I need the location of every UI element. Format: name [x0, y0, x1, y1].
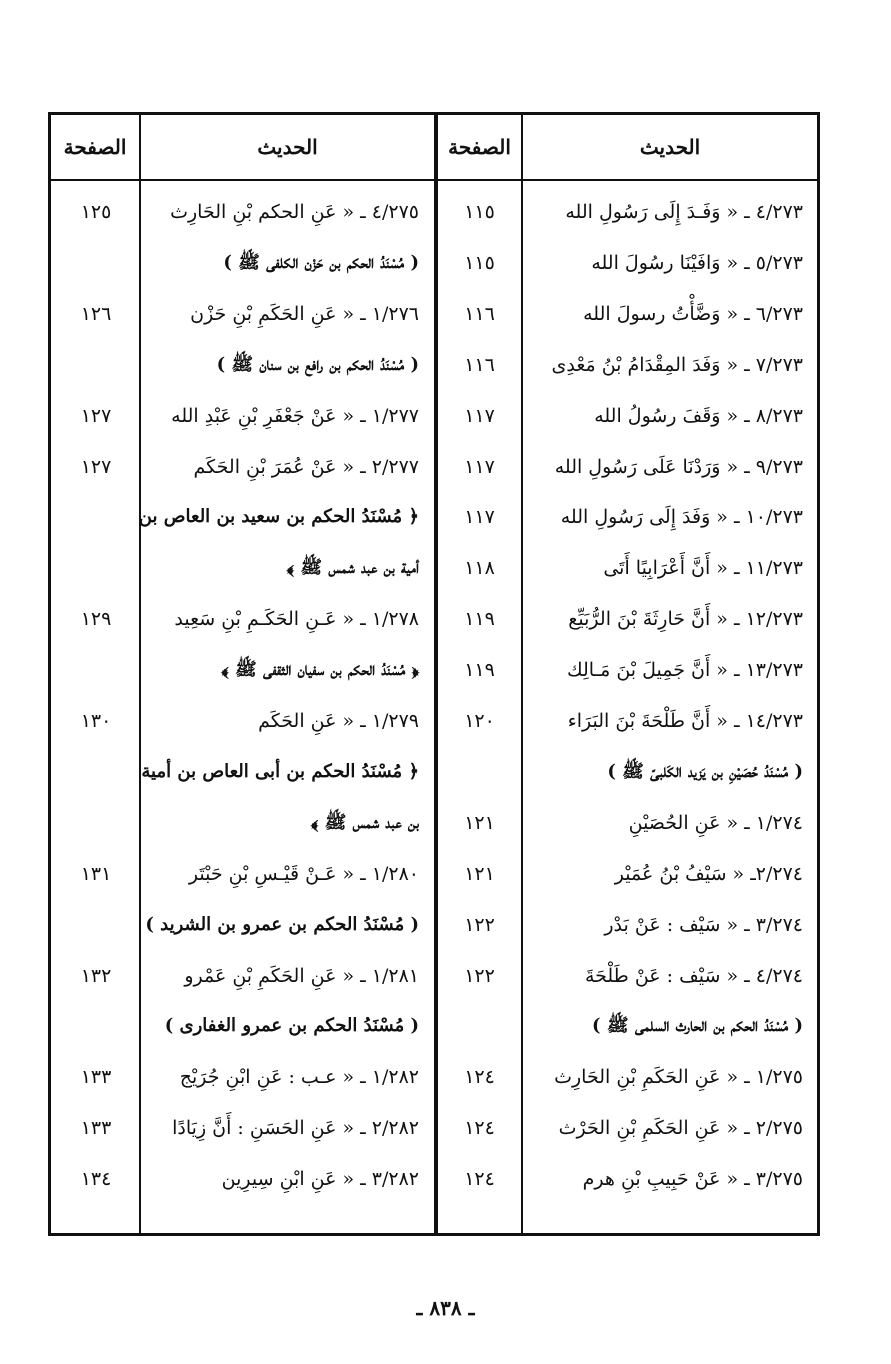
- page-ref: ١١٧: [464, 455, 495, 478]
- page-ref: ١٣٣: [80, 1066, 112, 1089]
- page-ref: ١٢٥: [80, 201, 112, 223]
- index-table: [48, 112, 820, 1236]
- hadith-entry: ١/٢٧٦ ـ « عَنِ الحَكَمِ بْنِ حَزْن: [190, 302, 419, 325]
- hadith-entry: ٤/٢٧٤ ـ « سَيْف : عَنْ طَلْحَةَ: [584, 964, 803, 987]
- page-ref: ١٢٢: [464, 913, 495, 936]
- section-heading: بن عبد شمس ﷺ ﴾: [310, 811, 419, 833]
- hadith-entry: ٤/٢٧٣ ـ « وَفَـدَ إِلَى رَسُولِ الله: [565, 201, 803, 223]
- hadith-entry: ١١/٢٧٣ ـ « أَنَّ أَعْرَابِيًا أَتَى: [603, 557, 803, 580]
- header-page-right: الصفحة: [448, 135, 511, 159]
- section-heading: أمية بن عبد شمس ﷺ ﴾: [286, 557, 419, 579]
- hadith-entry: ٧/٢٧٣ ـ « وَفَدَ المِقْدَامُ بْنُ مَعْدِى: [551, 353, 803, 376]
- page-number: ـ ٨٣٨ ـ: [416, 1296, 475, 1320]
- hadith-entry: ٨/٢٧٣ ـ « وَقَفَ رسُولُ الله: [594, 404, 803, 427]
- page-ref: ١٢٦: [80, 302, 112, 325]
- header-divider: [51, 179, 817, 181]
- page-ref: ١٢٤: [464, 1168, 495, 1191]
- section-heading: ( مُسْنَدُ الحكم بن الحارث السلمى ﷺ ): [592, 1015, 803, 1037]
- header-hadith-right: الحديث: [639, 135, 701, 159]
- hadith-entry: ٩/٢٧٣ ـ « وَرَدْنَا عَلَى رَسُولِ الله: [554, 455, 803, 478]
- page-ref: ١١٦: [464, 302, 495, 325]
- page-ref: ١٢٠: [464, 710, 495, 732]
- page-ref: ١١٩: [464, 659, 495, 682]
- page-ref: ١٢٩: [80, 608, 112, 631]
- section-heading: ( مُسْنَدُ الحكم بن رافع بن سنان ﷺ ): [216, 353, 419, 375]
- header-page-left: الصفحة: [63, 135, 127, 159]
- hadith-entry: ١/٢٨٠ ـ « عَـنْ قَيْـسِ بْنِ حَبْتَر: [188, 862, 419, 885]
- hadith-entry: ١/٢٧٥ ـ « عَنِ الحَكَمِ بْنِ الحَارِث: [554, 1066, 803, 1089]
- page-ref: ١٣١: [80, 862, 112, 885]
- hadith-entry: ٣/٢٨٢ ـ « عَنِ ابْنِ سِيرِين: [221, 1168, 419, 1191]
- column-divider: [139, 115, 141, 1233]
- hadith-entry: ٥/٢٧٣ ـ « وَافَيْنَا رسُولَ الله: [591, 251, 803, 274]
- page-ref: ١٢٧: [80, 455, 112, 478]
- column-divider: [521, 115, 523, 1233]
- hadith-entry: ١/٢٨٢ ـ « عـب : عَنِ ابْنِ جُرَيْج: [179, 1066, 419, 1089]
- hadith-entry: ٢/٢٧٤ـ « سَيْفُ بْنُ عُمَيْر: [614, 862, 803, 885]
- section-heading: ( مُسْنَدُ الحكم بن عمرو الغفارى ): [164, 1015, 419, 1037]
- page-ref: ١١٥: [464, 251, 495, 274]
- section-heading: ﴿ مُسْنَدُ الحكم بن أبى العاص بن أمية: [141, 760, 419, 782]
- section-heading: ( مُسْنَدُ الحكم بن عمرو بن الشريد ): [145, 913, 419, 935]
- hadith-entry: ٣/٢٧٤ ـ « سَيْف : عَنْ بَدْر: [604, 913, 803, 936]
- page-ref: ١٢١: [464, 862, 495, 885]
- hadith-entry: ٣/٢٧٥ ـ « عَنْ حَبِيبِ بْنِ هرم: [582, 1168, 803, 1191]
- page-ref: ١١٦: [464, 353, 495, 376]
- section-heading: ﴿ مُسْنَدُ الحكم بن سفيان الثقفى ﷺ ﴾: [221, 659, 419, 681]
- hadith-entry: ١/٢٨١ ـ « عَنِ الحَكَمِ بْنِ عَمْرو: [184, 964, 419, 987]
- hadith-entry: ١٢/٢٧٣ ـ « أَنَّ حَارِثَةَ بْنَ الرُّبَيِّع: [568, 608, 803, 631]
- hadith-entry: ١/٢٧٩ ـ « عَنِ الحَكَم: [258, 710, 419, 732]
- page-ref: ١٢٢: [464, 964, 495, 987]
- section-heading: ( مُسْنَدُ حُصَيْنِ بن يَزيد الكَلبىّ ﷺ ): [607, 760, 803, 782]
- hadith-entry: ٦/٢٧٣ ـ « وَضَّأْتُ رسولَ الله: [583, 302, 803, 325]
- page-ref: ١٣٢: [80, 964, 112, 987]
- section-heading: ﴿ مُسْنَدُ الحكم بن سعيد بن العاص بن: [138, 506, 419, 528]
- page-ref: ١٢١: [464, 811, 495, 834]
- page-ref: ١١٩: [464, 608, 495, 631]
- page-ref: ١١٨: [464, 557, 495, 580]
- page-ref: ١١٧: [464, 404, 495, 427]
- page-ref: ١١٧: [464, 506, 495, 529]
- page-ref: ١٢٤: [464, 1117, 495, 1140]
- page-ref: ١٣٠: [80, 710, 112, 732]
- page-ref: ١٣٣: [80, 1117, 112, 1140]
- section-heading: ( مُسْنَدُ الحكم بن حَزْن الكلفى ﷺ ): [223, 251, 419, 273]
- hadith-entry: ١/٢٧٤ ـ « عَنِ الحُصَيْنِ: [628, 811, 803, 834]
- page-ref: ١١٥: [464, 201, 495, 223]
- page-ref: ١٣٤: [80, 1168, 112, 1191]
- page-ref: ١٢٧: [80, 404, 112, 427]
- hadith-entry: ٢/٢٧٥ ـ « عَنِ الحَكَمِ بْنِ الحَرْث: [558, 1117, 803, 1140]
- hadith-entry: ١/٢٧٧ ـ « عَنْ جَعْفَرِ بْنِ عَبْدِ الله: [171, 404, 419, 427]
- page-ref: ١٢٤: [464, 1066, 495, 1089]
- hadith-entry: ١/٢٧٨ ـ « عَـنِ الحَكَـمِ بْنِ سَعِيد: [174, 608, 419, 631]
- hadith-entry: ١٤/٢٧٣ ـ « أَنَّ طَلْحَةَ بْنَ البَرَاء: [567, 710, 803, 732]
- hadith-entry: ٢/٢٧٧ ـ « عَنْ عُمَرَ بْنِ الحَكَم: [193, 455, 419, 478]
- hadith-entry: ١٣/٢٧٣ ـ « أَنَّ جَمِيلَ بْنَ مَـالِك: [566, 659, 803, 682]
- hadith-entry: ١٠/٢٧٣ ـ « وَفَدَ إِلَى رَسُولِ الله: [560, 506, 803, 529]
- hadith-entry: ٢/٢٨٢ ـ « عَنِ الحَسَنِ : أَنَّ زِيَادًا: [172, 1117, 419, 1140]
- header-hadith-left: الحديث: [257, 135, 318, 159]
- hadith-entry: ٤/٢٧٥ ـ « عَنِ الحكم بْنِ الحَارِث: [170, 201, 419, 223]
